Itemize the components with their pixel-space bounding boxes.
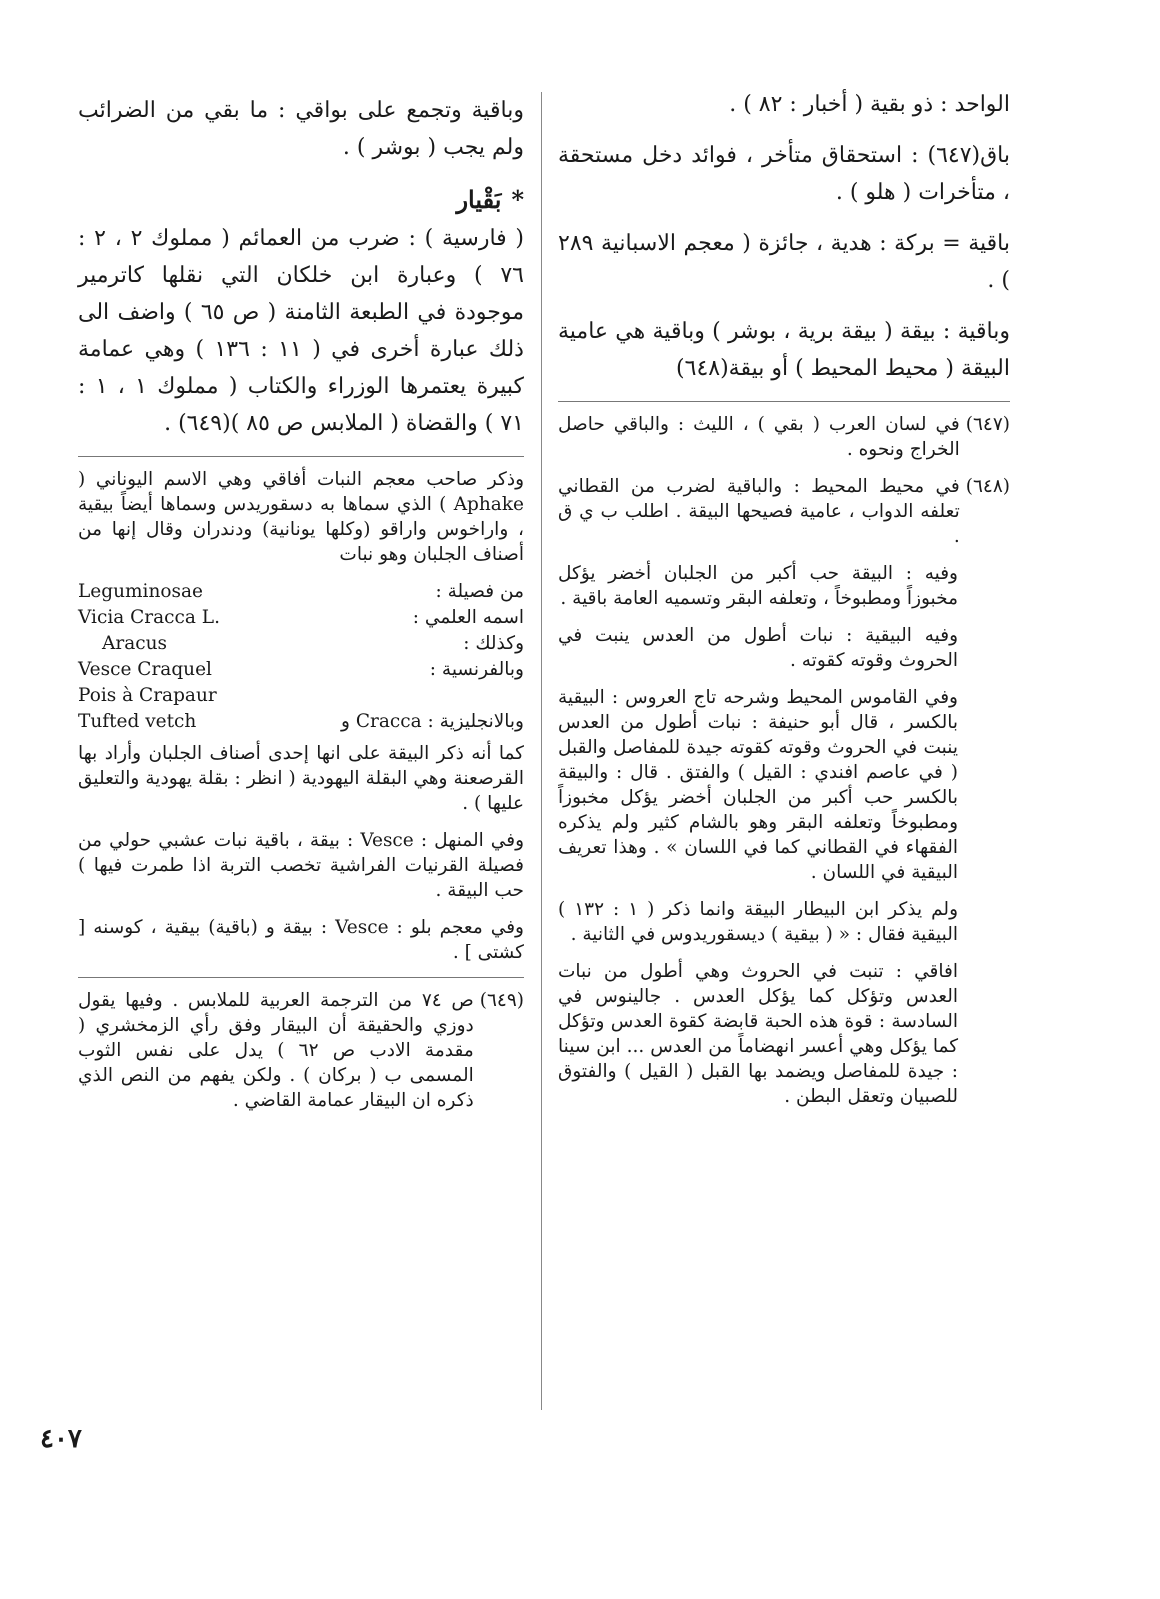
main-paragraph: وباقية وتجمع على بواقي : ما بقي من الضرائب ولم يجب ( بوشر ) . (78, 98, 524, 160)
column-divider (541, 92, 542, 1410)
footnote-number: (٦٤٩) (479, 990, 524, 1011)
page-number: ٤٠٧ (40, 1424, 82, 1454)
main-paragraph: ( فارسية ) : ضرب من العمائم ( مملوك ٢ ، ٢ : ٧٦ ) وعبارة ابن خلكان التي نقلها كاترمير موجودة في الطبعة الثامنة ( ص ٦٥ ) واضف الى ذلك عبارة أخرى في ( ١١ : ١٣٦ ) وهي عمامة كبيرة يعتمرها الوزراء والكتاب ( مملوك ١ ، ١ : ٧١ ) والقضاة ( الملابس ص ٨٥ )(٦٤٩) . (78, 226, 525, 436)
main-paragraph: باق(٦٤٧) : استحقاق متأخر ، فوائد دخل مستحقة ، متأخرات ( هلو ) . (558, 143, 1010, 205)
footnote-continuation: وفيه البيقية : نبات أطول من العدس ينبت في الحروث وقوته كقوته . (558, 625, 958, 671)
footnote-rule (78, 977, 524, 978)
footnote-rule (558, 401, 1010, 402)
footnote-rule (78, 456, 524, 457)
main-paragraph: الواحد : ذو بقية ( أخبار : ٨٢ ) . (729, 92, 1010, 117)
footnote-text: في لسان العرب ( بقي ) ، الليث : والباقي حاصل الخراج ونحوه . (558, 414, 960, 460)
left-column (78, 92, 524, 1125)
name-latin: Vicia Cracca L. (78, 607, 220, 628)
footnote-text: في محيط المحيط : والباقية لضرب من القطاني تعلفه الدواب ، عامية فصيحها البيقة . اطلب ب ي ق . (558, 476, 960, 547)
headword-text: بَقْيار (456, 185, 502, 214)
headword (78, 180, 524, 220)
footnote (558, 474, 1010, 549)
name-label: من فصيلة : (435, 581, 524, 602)
name-latin: Vesce Craquel (78, 659, 212, 680)
name-label: وبالانجليزية : Cracca و (341, 711, 524, 732)
footnote-continuation: افاقي : تنبت في الحروث وهي أطول من نبات العدس وتؤكل كما يؤكل العدس . جالينوس في السادسة : قوة هذه الحبة قابضة كقوة العدس وتؤكل كما يؤكل وهي أعسر انهضاماً من العدس ... ابن سينا : جيدة للمفاصل ويضمد بها القبل ( القيل ) والفتوق للصبيان وتعقل البطن . (558, 961, 958, 1107)
name-latin: Leguminosae (78, 581, 203, 602)
footnote-continuation: وفي القاموس المحيط وشرحه تاج العروس : البيقية بالكسر ، قال أبو حنيفة : نبات أطول من العدس ينبت في الحروث وقوته كقوته جيدة للمفاصل والقبل ( في عاصم افندي : القيل ) والفتق . قال : والبيقة بالكسر حب أكبر من الجلبان أخضر يؤكل مخبوزاً ومطبوخاً وتعلفه البقر وهو بالشام كثير ولم يذكره الفقهاء في القطاني كما في اللسان » . وهذا تعريف البيقية في اللسان . (558, 687, 958, 883)
right-column (558, 86, 1010, 1121)
name-latin: Aracus (102, 633, 168, 654)
footnote-continuation: وفي المنهل : Vesce : بيقة ، باقية نبات عشبي حولي من فصيلة القرنيات الفراشية تخصب التربة اذا طمرت فيها ) حب البيقة . (78, 830, 524, 901)
name-label: وكذلك : (463, 633, 524, 654)
footnote-number: (٦٤٨) (965, 476, 1010, 497)
name-row (78, 579, 524, 605)
footnote-text: ص ٧٤ من الترجمة العربية للملابس . وفيها يقول دوزي والحقيقة أن البيقار وفق رأي الزمخشري ( مقدمة الادب ص ٦٢ ) يدل على نفس الثوب المسمى ب ( بركان ) . ولكن يفهم من النص الذي ذكره ان البيقار عمامة القاضي . (78, 990, 474, 1111)
name-row (78, 683, 524, 709)
name-row (78, 709, 524, 735)
footnote-continuation: وذكر صاحب معجم النبات أفاقي وهي الاسم اليوناني ( Aphake ) الذي سماها به دسقوريدس وسماها أيضاً بيقية ، واراخوس واراقو (وكلها يونانية) ودندران وقال إنها من أصناف الجلبان وهو نبات (78, 469, 524, 565)
footnote-continuation: وفي معجم بلو : Vesce : بيقة و (باقية) بيقية ، كوسنه [ كشتى ] . (78, 917, 524, 963)
footnote-continuation: وفيه : البيقة حب أكبر من الجلبان أخضر يؤكل مخبوزاً ومطبوخاً ، وتعلفه البقر وتسميه العامة باقية . (558, 563, 958, 609)
footnote-continuation: كما أنه ذكر البيقة على انها إحدى أصناف الجلبان وأراد بها القرصعنة وهي البقلة اليهودية ( انظر : بقلة يهودية والتعليق عليها ) . (78, 743, 524, 814)
name-label: اسمه العلمي : (412, 607, 524, 628)
names-list (78, 579, 524, 735)
name-row (78, 657, 524, 683)
main-paragraph: باقية = بركة : هدية ، جائزة ( معجم الاسبانية ٢٨٩ ) . (558, 231, 1010, 293)
star-icon: * (511, 185, 524, 214)
main-paragraph: وباقية : بيقة ( بيقة برية ، بوشر ) وباقية هي عامية البيقة ( محيط المحيط ) أو بيقة(٦٤٨) (558, 319, 1010, 381)
name-row (78, 631, 524, 657)
name-latin: Pois à Crapaur (78, 685, 217, 706)
footnote-continuation: ولم يذكر ابن البيطار البيقة وانما ذكر ( ١ : ١٣٢ ) البيقية فقال : « ( بيقية ) ديسقوريدوس في الثانية . (558, 899, 958, 945)
footnote (558, 412, 1010, 462)
name-latin: Tufted vetch (78, 711, 197, 732)
name-row (78, 605, 524, 631)
footnote-number: (٦٤٧) (965, 414, 1010, 435)
name-label: وبالفرنسية : (429, 659, 524, 680)
footnote (78, 988, 524, 1113)
